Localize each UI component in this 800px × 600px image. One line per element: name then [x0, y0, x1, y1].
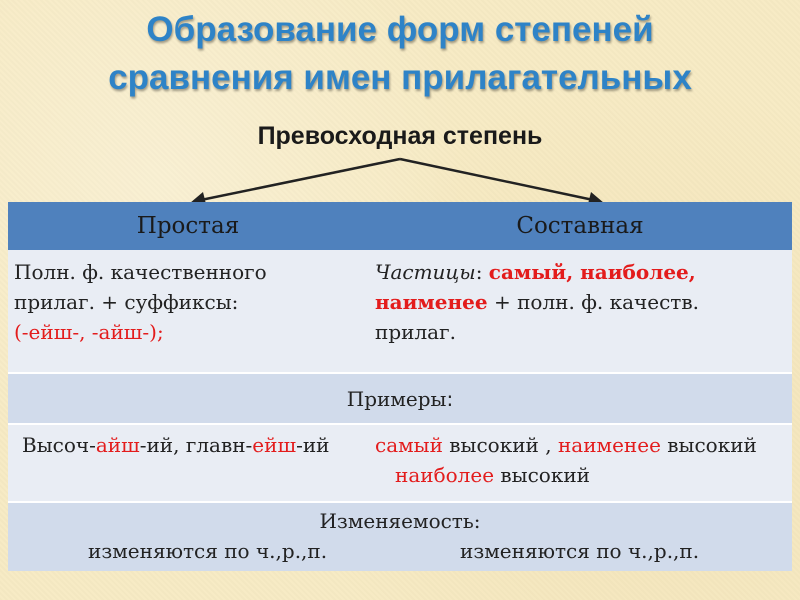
variability-simple: изменяются по ч.,р.,п.	[88, 539, 328, 563]
compound-desc-line-2	[375, 287, 699, 317]
compound-example-particle: наиболее	[395, 463, 495, 487]
particles-colon: :	[475, 260, 489, 284]
header-compound: Составная	[516, 213, 644, 239]
compound-description	[375, 257, 699, 347]
compound-desc-rest: + полн. ф. качеств.	[487, 290, 699, 314]
variability-label: Изменяемость:	[319, 509, 481, 533]
table-row-examples	[8, 423, 792, 501]
particles-list-1: самый, наиболее,	[488, 260, 696, 284]
compound-examples	[375, 430, 757, 490]
table-header-row	[8, 202, 792, 250]
simple-description	[14, 257, 267, 347]
examples-label	[8, 384, 792, 414]
table-row-variability	[8, 501, 792, 571]
simple-desc-line-1: Полн. ф. качественного	[14, 260, 267, 284]
compound-examples-line-1	[375, 430, 757, 460]
particles-label: Частицы	[375, 260, 476, 284]
header-simple: Простая	[136, 213, 240, 239]
simple-example-part: -ий, главн-	[139, 433, 253, 457]
table-row-description	[8, 250, 792, 372]
simple-example-suffix: ейш	[252, 433, 297, 457]
arrow-left	[190, 159, 400, 204]
compound-desc-line-1	[375, 257, 699, 287]
compound-desc-line-3: прилаг.	[375, 320, 456, 344]
section-subtitle: Превосходная степень	[257, 122, 543, 150]
arrow-right	[400, 159, 604, 204]
particles-list-2: наименее	[375, 290, 488, 314]
page-title-line-1: Образование форм степеней	[146, 10, 654, 49]
simple-desc-line-2: прилаг. + суффиксы:	[14, 290, 239, 314]
compound-example-particle: наименее	[557, 433, 661, 457]
variability-compound: изменяются по ч.,р.,п.	[460, 539, 700, 563]
table-row-examples-label	[8, 372, 792, 423]
examples-label-text: Примеры	[346, 387, 447, 411]
compound-examples-line-2	[375, 460, 757, 490]
simple-examples	[22, 430, 329, 460]
simple-suffixes: (-ейш-, -айш-);	[14, 320, 164, 344]
examples-label-colon: :	[446, 387, 454, 411]
compound-example-part: высокий ,	[442, 433, 558, 457]
page-title-line-2: сравнения имен прилагательных	[108, 58, 692, 97]
simple-example-part: -ий	[296, 433, 330, 457]
branch-arrows	[0, 0, 800, 220]
compound-example-particle: самый	[375, 433, 443, 457]
compound-example-part: высокий	[660, 433, 757, 457]
simple-example-suffix: айш	[95, 433, 140, 457]
compound-example-part: высокий	[494, 463, 590, 487]
simple-example-part: Высоч-	[22, 433, 96, 457]
